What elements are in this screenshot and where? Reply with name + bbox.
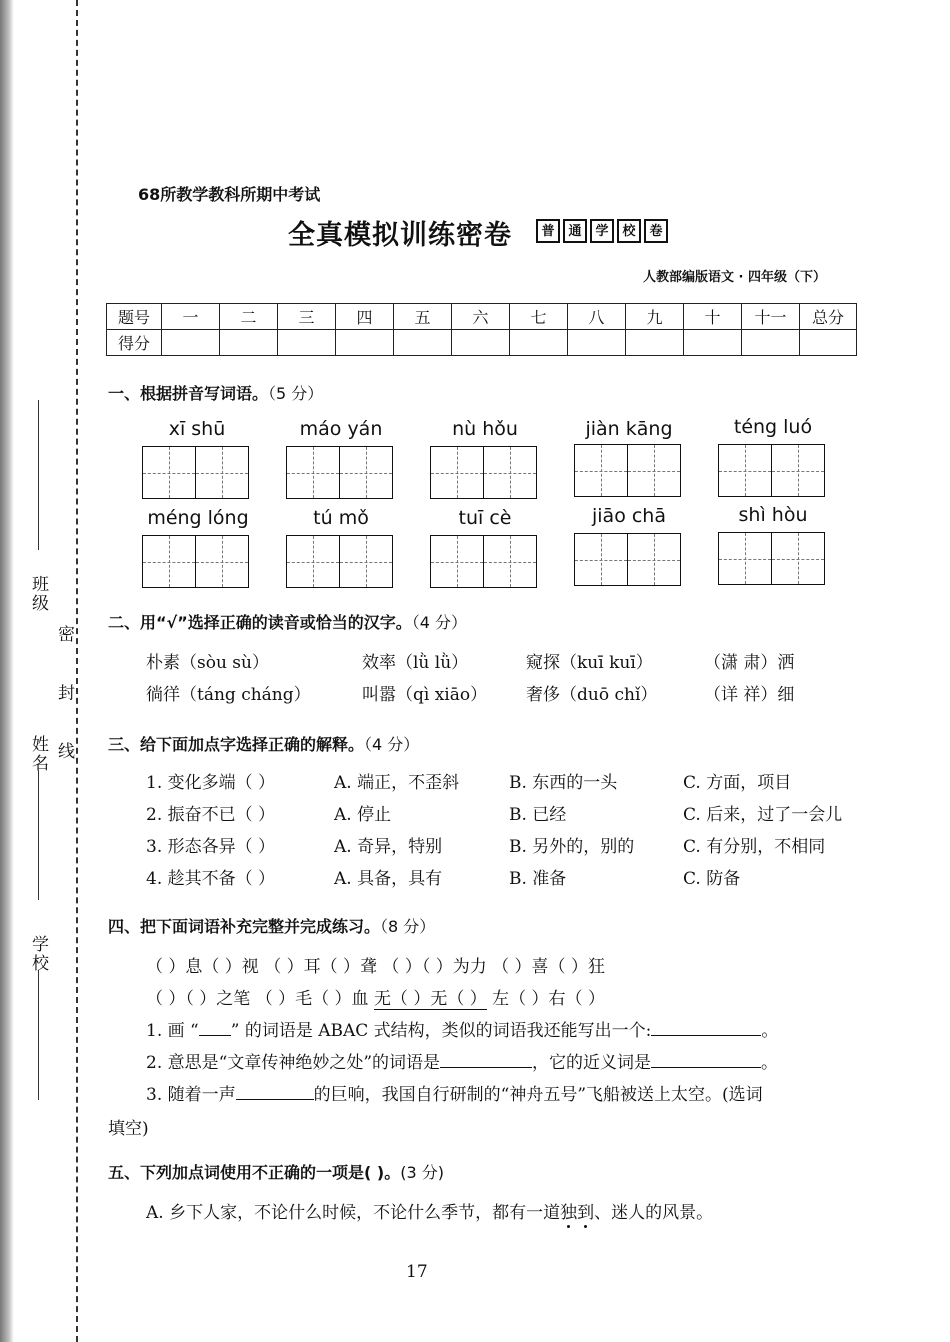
section-4-title [108, 914, 435, 937]
class-label: 班级 [28, 575, 48, 613]
question-text: 。 [761, 1053, 779, 1073]
pinyin-label: tú mǒ [313, 507, 369, 529]
writing-grid[interactable] [430, 535, 537, 588]
underlined-idiom: 无（ ）无（ ） [373, 989, 487, 1009]
writing-grid[interactable] [430, 446, 537, 499]
table-cell: 得分 [107, 330, 162, 356]
idiom-fill-text: 左（ ）右（ ） [486, 989, 605, 1009]
table-cell: 题号 [107, 304, 162, 330]
idiom-fill-text: （ ）（ ）之笔 （ ）毛（ ）血 [146, 989, 374, 1009]
question-text: ” 的词语是 ABAC 式结构，类似的词语我还能写出一个: [230, 1021, 652, 1041]
idiom-fill-line[interactable] [146, 984, 605, 1009]
option-b: B. 另外的，别的 [509, 837, 635, 857]
section-points: （5 分） [268, 384, 324, 403]
pinyin-item [574, 505, 684, 527]
score-row [107, 330, 857, 356]
exam-title: 全真模拟训练密卷 [288, 220, 512, 251]
seal-line-label: 密 封 线 [54, 625, 74, 777]
score-input-cell[interactable] [220, 330, 278, 356]
pinyin-label: jiāo chā [592, 505, 666, 527]
writing-grid[interactable] [574, 444, 681, 497]
pinyin-item [718, 504, 828, 526]
pinyin-item [718, 416, 828, 438]
section-3-title [108, 732, 419, 755]
choice-item[interactable]: （潇 肃）洒 [704, 653, 795, 673]
writing-grid[interactable] [142, 535, 249, 588]
option-a: A. 端正，不歪斜 [334, 773, 460, 793]
answer-blank[interactable] [236, 1099, 314, 1100]
writing-grid[interactable] [286, 446, 393, 499]
choice-item[interactable]: 奢侈（duō chǐ） [526, 685, 658, 705]
section-points: （4 分） [364, 735, 420, 754]
section-points: （4 分） [411, 613, 467, 632]
question-4-3 [146, 1080, 763, 1105]
pinyin-item [138, 507, 258, 529]
badge-char: 普 [536, 219, 560, 243]
table-cell: 总分 [800, 304, 857, 330]
table-cell: 三 [278, 304, 336, 330]
writing-grid[interactable] [718, 444, 825, 497]
school-type-badges [536, 219, 668, 243]
option-b: B. 东西的一头 [509, 773, 618, 793]
pinyin-item [286, 507, 396, 529]
question-text: 。 [761, 1021, 779, 1041]
writing-grid[interactable] [718, 532, 825, 585]
pinyin-label: méng lóng [147, 507, 249, 529]
question-item[interactable]: 3. 形态各异（ ） [146, 837, 276, 857]
section-heading: 二、用“√”选择正确的读音或恰当的汉字。 [108, 613, 412, 632]
score-input-cell[interactable] [510, 330, 568, 356]
choice-item[interactable]: 徜徉（táng cháng） [146, 685, 311, 705]
writing-grid[interactable] [286, 535, 393, 588]
score-input-cell[interactable] [568, 330, 626, 356]
section-points: (3 分) [400, 1163, 444, 1182]
table-cell: 一 [162, 304, 220, 330]
score-input-cell[interactable] [394, 330, 452, 356]
pinyin-label: tuī cè [458, 507, 512, 529]
option-c: C. 防备 [683, 869, 741, 889]
table-cell: 十 [684, 304, 742, 330]
section-1-title [108, 381, 323, 404]
table-cell: 十一 [742, 304, 800, 330]
pinyin-label: shì hòu [738, 504, 808, 526]
name-label: 姓名 [28, 735, 48, 773]
idiom-fill-line[interactable]: （ ）息（ ）视 （ ）耳（ ）聋 （ ）（ ）为力 （ ）喜（ ）狂 [146, 957, 605, 977]
answer-blank[interactable] [651, 1035, 761, 1036]
badge-char: 学 [590, 219, 614, 243]
pinyin-label: xī shū [168, 418, 226, 440]
section-2-title [108, 610, 467, 633]
pinyin-item [574, 418, 684, 440]
option-c: C. 后来，过了一会儿 [683, 805, 843, 825]
option-a-sentence[interactable] [146, 1198, 713, 1223]
dotted-char: 独 [560, 1203, 578, 1223]
question-item[interactable]: 2. 振奋不已（ ） [146, 805, 276, 825]
page-number: 17 [406, 1262, 428, 1282]
question-item[interactable]: 1. 变化多端（ ） [146, 773, 276, 793]
choice-item[interactable]: 叫嚣（qì xiāo） [362, 685, 488, 705]
class-blank [38, 400, 39, 550]
section-heading: 三、给下面加点字选择正确的解释。 [108, 735, 365, 754]
edition-label: 人教部编版语文 · 四年级（下） [643, 270, 826, 285]
choice-item[interactable]: 朴素（sòu sù） [146, 653, 269, 673]
question-4-1 [146, 1016, 778, 1041]
score-input-cell[interactable] [684, 330, 742, 356]
table-cell: 四 [336, 304, 394, 330]
sentence-text: 、迷人的风景。 [594, 1203, 714, 1223]
table-cell: 七 [510, 304, 568, 330]
pinyin-label: téng luó [733, 416, 813, 438]
section-heading: 四、把下面词语补充完整并完成练习。 [108, 917, 381, 936]
pinyin-label: máo yán [299, 418, 383, 440]
writing-grid[interactable] [574, 533, 681, 586]
choice-item[interactable]: （详 祥）细 [704, 685, 795, 705]
pinyin-item [286, 418, 396, 440]
table-cell: 九 [626, 304, 684, 330]
option-c: C. 方面，项目 [683, 773, 792, 793]
sentence-text: A. 乡下人家，不论什么时候，不论什么季节，都有一道 [146, 1203, 561, 1223]
choice-item[interactable]: 窥探（kuī kuī） [526, 653, 653, 673]
pinyin-item [142, 418, 252, 440]
score-input-cell[interactable] [626, 330, 684, 356]
badge-char: 校 [617, 219, 641, 243]
section-points: （8 分） [380, 917, 436, 936]
option-a: A. 具备，具有 [334, 869, 443, 889]
option-a: A. 奇异，特别 [334, 837, 443, 857]
school-blank [38, 970, 39, 1100]
table-cell: 六 [452, 304, 510, 330]
question-4-2 [146, 1048, 778, 1073]
badge-char: 卷 [644, 219, 668, 243]
option-a: A. 停止 [334, 805, 392, 825]
question-item[interactable]: 4. 趁其不备（ ） [146, 869, 276, 889]
pinyin-label: nù hǒu [452, 418, 518, 440]
answer-blank[interactable] [440, 1067, 532, 1068]
school-label: 学校 [28, 935, 48, 973]
exam-subtitle: 68所教学教科所期中考试 [138, 185, 321, 204]
table-cell: 五 [394, 304, 452, 330]
pinyin-item [430, 507, 540, 529]
section-heading: 五、下列加点词使用不正确的一项是( )。 [108, 1163, 401, 1182]
section-5-title [108, 1160, 444, 1183]
question-text: 填空) [108, 1119, 149, 1139]
binding-shadow [0, 0, 14, 1342]
choice-item[interactable]: 效率（lǜ lǜ） [362, 653, 469, 673]
dotted-char: 到 [577, 1203, 595, 1223]
score-input-cell[interactable] [162, 330, 220, 356]
score-input-cell[interactable] [336, 330, 394, 356]
score-input-cell[interactable] [278, 330, 336, 356]
question-text: ，它的近义词是 [532, 1053, 652, 1073]
table-cell: 二 [220, 304, 278, 330]
option-b: B. 已经 [509, 805, 567, 825]
option-c: C. 有分别，不相同 [683, 837, 826, 857]
writing-grid[interactable] [142, 446, 249, 499]
score-input-cell[interactable] [742, 330, 800, 356]
score-input-cell[interactable] [452, 330, 510, 356]
option-b: B. 准备 [509, 869, 567, 889]
badge-char: 通 [563, 219, 587, 243]
table-cell: 八 [568, 304, 626, 330]
name-blank [38, 770, 39, 900]
pinyin-label: jiàn kāng [585, 418, 673, 440]
section-heading: 一、根据拼音写词语。 [108, 384, 269, 403]
question-text: 2. 意思是“文章传神绝妙之处”的词语是 [146, 1053, 441, 1073]
pinyin-item [430, 418, 540, 440]
question-text: 3. 随着一声 [146, 1085, 236, 1105]
answer-blank[interactable] [651, 1067, 761, 1068]
question-text: 1. 画 “ [146, 1021, 199, 1041]
question-text: 的巨响，我国自行研制的“神舟五号”飞船被送上太空。(选词 [313, 1085, 763, 1105]
score-input-cell[interactable] [800, 330, 857, 356]
question-number-row [107, 304, 857, 330]
score-table [106, 303, 857, 356]
answer-blank[interactable] [199, 1035, 231, 1036]
